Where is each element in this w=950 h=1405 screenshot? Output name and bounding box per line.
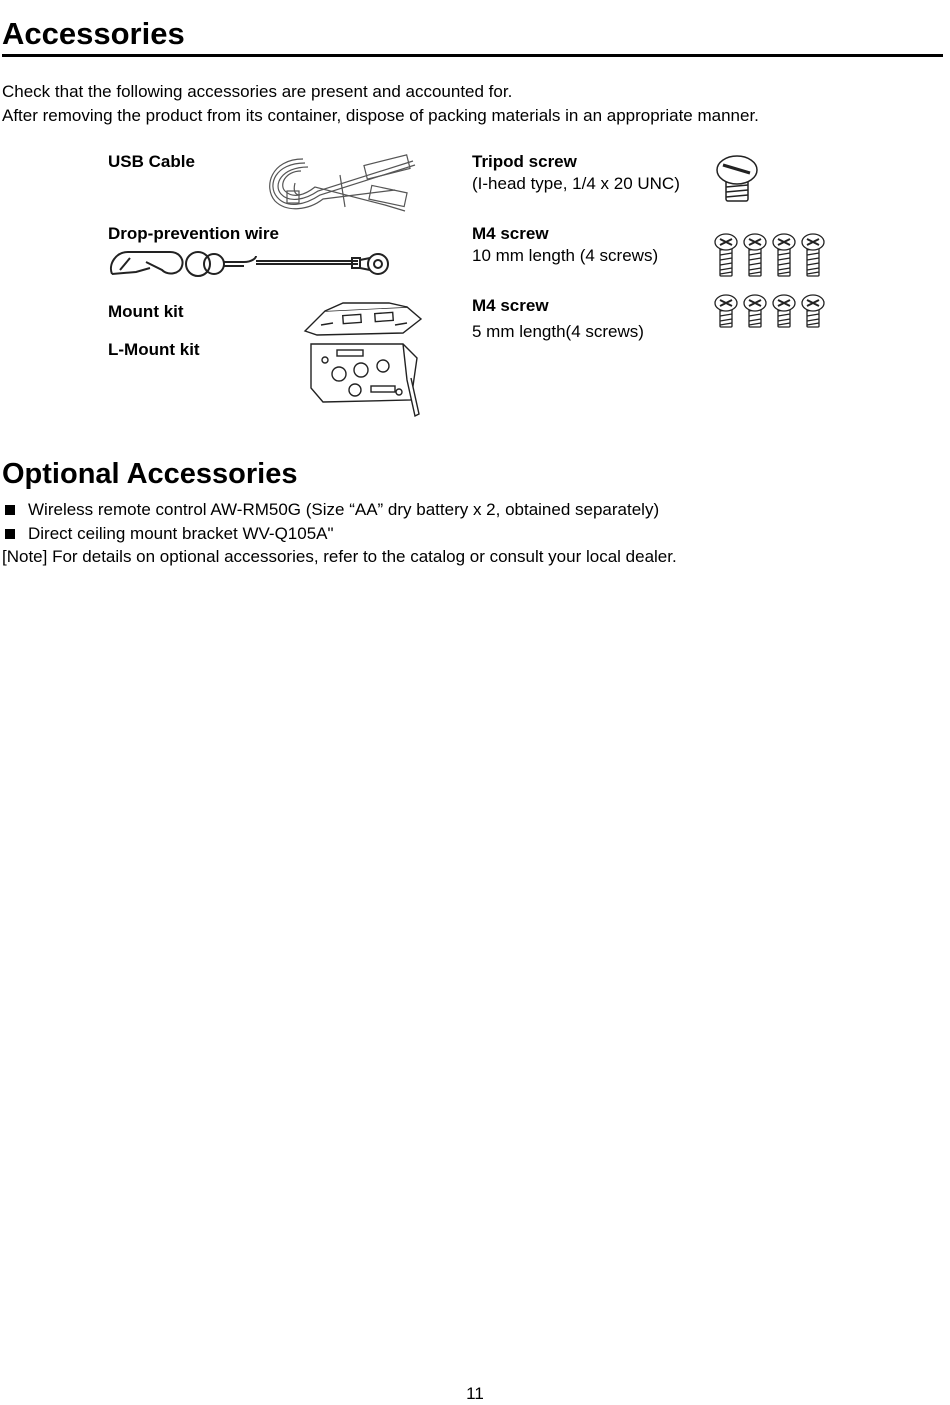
tripod-screw-image: [712, 153, 762, 205]
m4-screw-5-image: [714, 292, 834, 330]
list-item: [2, 499, 659, 521]
drop-wire-label: Drop-prevention wire: [108, 224, 279, 243]
usb-cable-image: [265, 155, 425, 217]
mount-kit-image: [303, 301, 423, 337]
usb-cable-label: USB Cable: [108, 152, 195, 171]
note-text: [Note] For details on optional accessories, refer to the catalog or consult your local dealer.: [2, 547, 677, 566]
drop-wire-image: [106, 246, 396, 282]
tripod-screw-detail: (I-head type, 1/4 x 20 UNC): [472, 174, 680, 193]
list-item: [2, 523, 334, 545]
l-mount-kit-image: [307, 340, 423, 418]
optional-item-text: Direct ceiling mount bracket WV-Q105A": [28, 524, 334, 543]
l-mount-kit-label: L-Mount kit: [108, 340, 200, 359]
bullet-square-icon: [5, 505, 15, 515]
m4-screw-5-label: M4 screw: [472, 296, 549, 315]
page-number: 11: [466, 1384, 484, 1403]
intro-line-1: Check that the following accessories are present and accounted for.: [2, 82, 513, 101]
intro-line-2: After removing the product from its container, dispose of packing materials in an appropriate manner.: [2, 106, 759, 125]
m4-screw-10-label: M4 screw: [472, 224, 549, 243]
optional-item-text: Wireless remote control AW-RM50G (Size “AA” dry battery x 2, obtained separately): [28, 500, 660, 519]
m4-screw-10-detail: 10 mm length (4 screws): [472, 246, 659, 265]
tripod-screw-label: Tripod screw: [472, 152, 577, 171]
mount-kit-label: Mount kit: [108, 302, 184, 321]
optional-accessories-heading: Optional Accessories: [2, 458, 298, 490]
m4-screw-5-detail: 5 mm length(4 screws): [472, 322, 644, 341]
bullet-square-icon: [5, 529, 15, 539]
m4-screw-10-image: [714, 232, 834, 278]
page-title: Accessories: [2, 14, 943, 57]
